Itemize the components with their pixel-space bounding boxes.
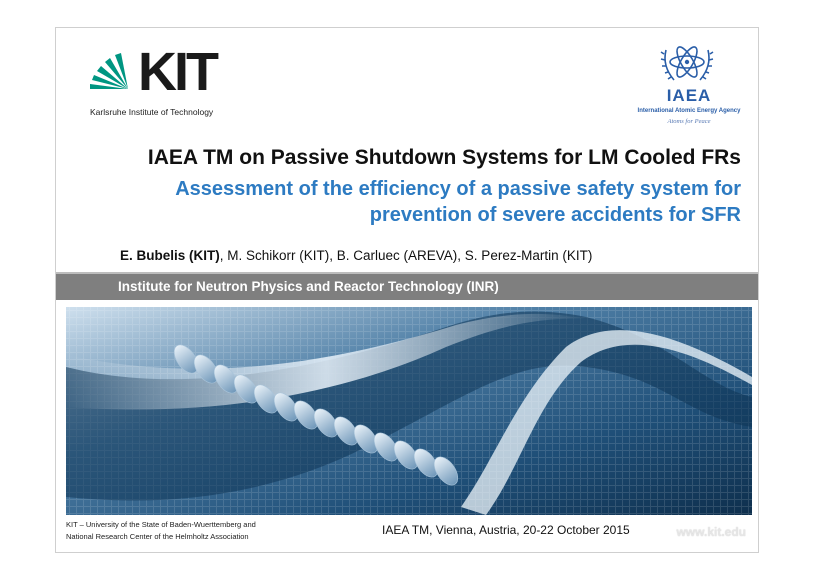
iaea-atom-emblem-icon (660, 38, 714, 88)
footer-event: IAEA TM, Vienna, Austria, 20-22 October 2015 (382, 523, 630, 537)
iaea-name: IAEA (666, 86, 712, 105)
subtitle-line-1: Assessment of the efficiency of a passive safety system for (175, 178, 741, 200)
footer-url-text: www.kit.edu (676, 525, 746, 539)
footer-url-link[interactable] (676, 525, 746, 539)
authors-line (120, 248, 592, 263)
iaea-logo (634, 38, 744, 133)
iaea-full-name: International Atomic Energy Agency (637, 108, 741, 114)
kit-logo (88, 42, 218, 121)
co-authors: , M. Schikorr (KIT), B. Carluec (AREVA), S. Perez-Martin (KIT) (219, 248, 593, 263)
institute-name: Institute for Neutron Physics and Reactor Technology (INR) (118, 279, 499, 294)
footer-affiliation-line-2: National Research Center of the Helmholtz Association (66, 532, 249, 541)
subtitle-line-2: prevention of severe accidents for SFR (369, 204, 741, 226)
footer-affiliation-line-1: KIT – University of the State of Baden-Wuerttemberg and (66, 520, 256, 529)
footer-affiliation (66, 519, 256, 543)
kit-tagline: Karlsruhe Institute of Technology (90, 107, 214, 117)
iaea-motto: Atoms for Peace (667, 118, 711, 125)
title-slide (55, 27, 759, 553)
institute-bar (56, 272, 759, 300)
hero-image (66, 307, 752, 515)
lead-author: E. Bubelis (KIT) (120, 248, 220, 263)
kit-wordmark: KIT (138, 42, 216, 102)
presentation-title: IAEA TM on Passive Shutdown Systems for LM Cooled FRs (147, 146, 741, 169)
presentation-subtitle (101, 176, 741, 228)
